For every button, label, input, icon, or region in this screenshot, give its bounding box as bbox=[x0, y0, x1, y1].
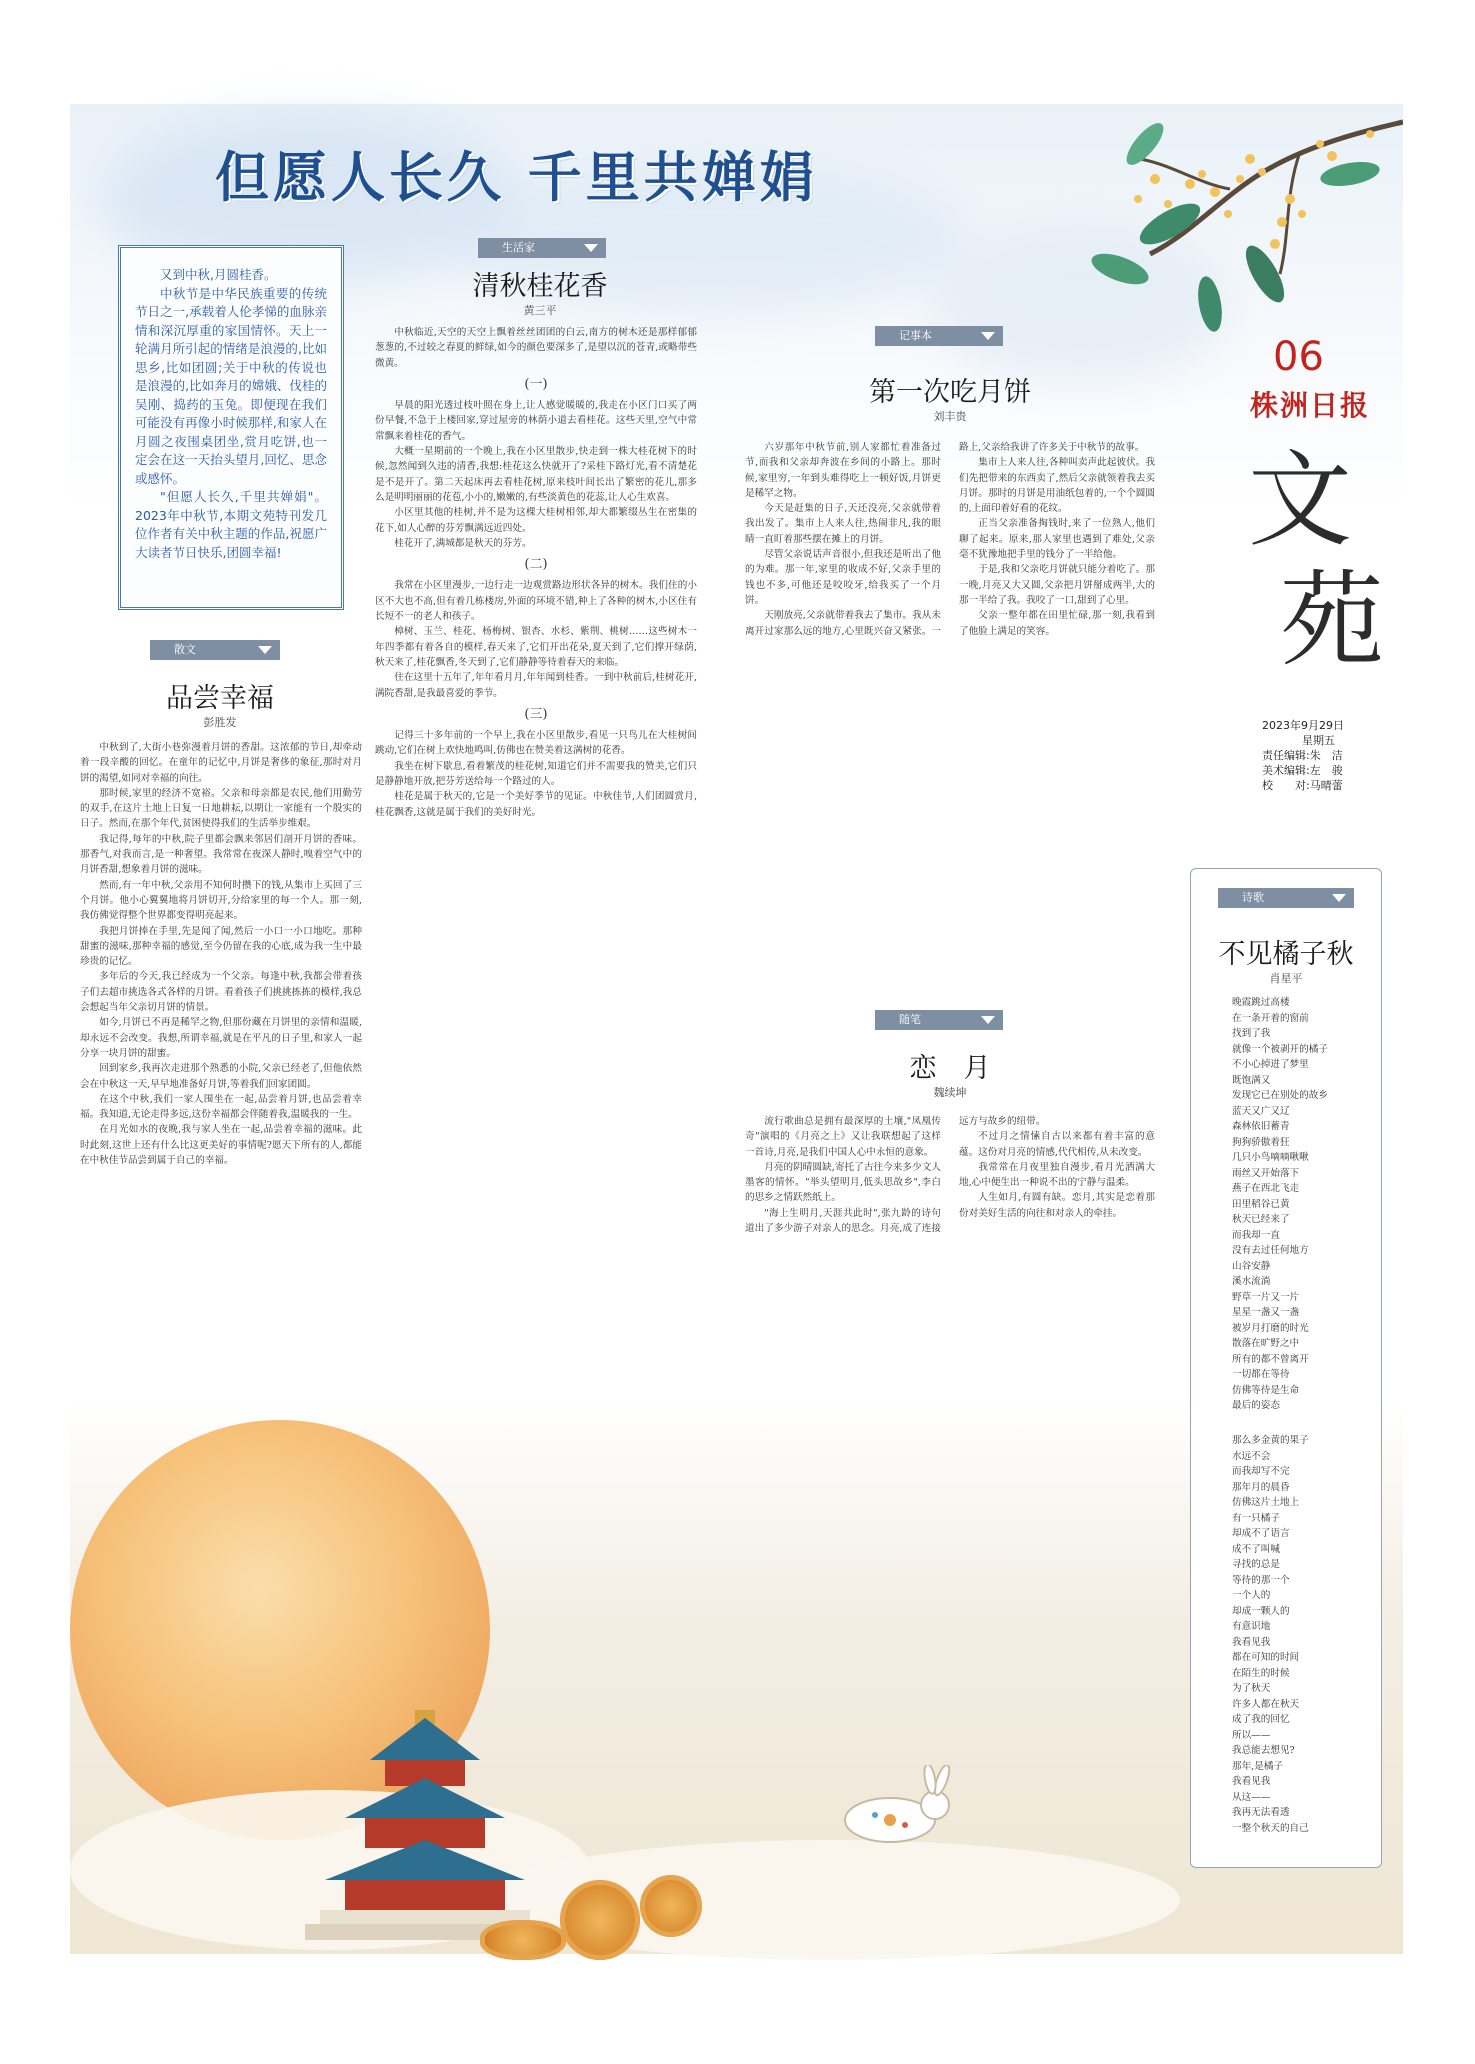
poem-line: 我看见我 bbox=[1232, 1776, 1271, 1787]
poem-line: 既饱满又 bbox=[1232, 1074, 1271, 1086]
section-tag-poetry bbox=[1218, 888, 1354, 908]
poem-line: 溪水流淌 bbox=[1232, 1276, 1271, 1287]
poem-line: 却成不了语言 bbox=[1232, 1528, 1290, 1539]
issue-weekday: 星期五 bbox=[1302, 734, 1335, 747]
chevron-down-icon bbox=[584, 244, 598, 252]
poem-line: 而我却一直 bbox=[1232, 1229, 1280, 1241]
article-paragraph: "海上生明月,天涯共此时",张九龄的诗句道出了多少游子对亲人的思念。月亮,成了连接远方与故乡的纽带。 bbox=[745, 1116, 1046, 1235]
intro-paragraph: "但愿人长久,千里共婵娟"。2023年中秋节,本期文苑特刊发几位作者有关中秋主题的作品,祝愿广大读者节日快乐,团圆幸福! bbox=[135, 489, 327, 560]
poem-line: 一切都在等待 bbox=[1232, 1369, 1290, 1380]
article-paragraph: 于是,我和父亲吃月饼就只能分着吃了。那一晚,月亮又大又圆,父亲把月饼掰成两半,大的那一半给了我。我咬了一口,甜到了心里。 bbox=[959, 564, 1155, 606]
poem-line: 我看见我 bbox=[1232, 1636, 1271, 1648]
poem-line: 晚霞跳过高楼 bbox=[1232, 997, 1290, 1008]
poem-line: 等待的那一个 bbox=[1232, 1574, 1290, 1586]
chevron-down-icon bbox=[981, 1016, 995, 1024]
poem-line: 最后的姿态 bbox=[1232, 1400, 1280, 1411]
section-name bbox=[1240, 439, 1385, 681]
poem-line: 我总能去想见? bbox=[1232, 1745, 1295, 1756]
article-paragraph: 大概一星期前的一个晚上,我在小区里散步,快走到一株大桂花树下的时候,忽然闻到久违的清香,我想:桂花这么快就开了?采桂下路灯光,看不清楚花是不是开了。第二天起床再去看桂花树,原来枝叶间长出了繁密的花儿,那多么是明明丽丽的花苞,小小的,嫩嫩的,有些淡黄色的花蕊,让人心生欢喜。 bbox=[375, 446, 697, 503]
poem-line: 山谷安静 bbox=[1232, 1260, 1271, 1272]
article-paragraph: 记得三十多年前的一个早上,我在小区里散步,看见一只鸟儿在大桂树间跳动,它们在树上欢快地鸣叫,仿佛也在赞美着这满树的花香。 bbox=[375, 730, 697, 757]
article-author: 黄三平 bbox=[523, 304, 557, 317]
article-paragraph: 在这个中秋,我们一家人围坐在一起,品尝着月饼,也品尝着幸福。我知道,无论走得多远,这份幸福都会伴随着我,温暖我的一生。 bbox=[80, 1093, 362, 1121]
poem-line: 狗狗骄傲着狂 bbox=[1232, 1136, 1290, 1148]
poem-line: 仿佛这片土地上 bbox=[1232, 1497, 1300, 1508]
page-number: 06 bbox=[1273, 334, 1324, 380]
article-paragraph: 父亲一整年都在田里忙碌,那一刻,我看到了他脸上满足的笑容。 bbox=[959, 610, 1155, 637]
article-paragraph: 那时候,家里的经济不宽裕。父亲和母亲都是农民,他们用勤劳的双手,在这片土地上日复一日地耕耘,以期让一家能有一个殷实的日子。然而,在那个年代,贫困使得我们的生活举步维艰。 bbox=[80, 787, 362, 830]
article-paragraph: 如今,月饼已不再是稀罕之物,但那份藏在月饼里的亲情和温暖,却永远不会改变。我想,所谓幸福,就是在平凡的日子里,和家人一起分享一块月饼的甜蜜。 bbox=[80, 1017, 362, 1059]
art-editor-credit: 美术编辑:左 骏 bbox=[1262, 764, 1343, 777]
section-tag-notebook bbox=[875, 326, 1003, 346]
article-paragraph: 中秋到了,大街小巷弥漫着月饼的香甜。这浓郁的节日,却牵动着一段辛酸的回忆。在童年的记忆中,月饼是奢侈的象征,那时对月饼的渴望,如同对幸福的向往。 bbox=[80, 742, 362, 784]
article-paragraph: 在月光如水的夜晚,我与家人坐在一起,品尝着幸福的滋味。此时此刻,这世上还有什么比这更美好的事情呢?愿天下所有的人,都能在中秋佳节品尝到属于自己的幸福。 bbox=[80, 1124, 362, 1167]
article-paragraph: 然而,有一年中秋,父亲用不知何时攒下的钱,从集市上买回了三个月饼。他小心翼翼地将月饼切开,分给家里的每一个人。那一刻,我仿佛觉得整个世界都变得明亮起来。 bbox=[80, 879, 362, 922]
article-paragraph: 多年后的今天,我已经成为一个父亲。每逢中秋,我都会带着孩子们去超市挑选各式各样的月饼。看着孩子们挑挑拣拣的模样,我总会想起当年父亲切月饼的情景。 bbox=[80, 971, 362, 1014]
intro-paragraph: 中秋节是中华民族重要的传统节日之一,承载着人伦孝悌的血脉亲情和深沉厚重的家国情怀。天上一轮满月所引起的情绪是浪漫的,比如思乡,比如团圆;关于中秋的传说也是浪漫的,比如奔月的嫦娥、伐桂的吴刚、捣药的玉兔。即便现在我们可能没有再像小时候那样,和家人在月圆之夜围桌团坐,赏月吃饼,也一定会在这一天抬头望月,回忆、思念或感怀。 bbox=[135, 285, 327, 486]
temple-of-heaven-illustration bbox=[300, 1700, 550, 1950]
poem-line: 有意识地 bbox=[1232, 1621, 1271, 1632]
poem-line: 发现它已在别处的故乡 bbox=[1232, 1090, 1328, 1101]
article-paragraph: 早晨的阳光透过枝叶照在身上,让人感觉暖暖的,我走在小区门口买了两份早餐,不急于上楼回家,穿过屋旁的林荫小道去看桂花。这些天里,空气中常常飘来着桂花的香气。 bbox=[375, 400, 697, 442]
poem-line: 一个人的 bbox=[1232, 1590, 1271, 1601]
article-paragraph: 小区里其他的桂树,并不是为这棵大桂树相邻,却大都繁缀丛生在密集的花下,如人心醉的芬芳飘满远近四处。 bbox=[375, 507, 697, 534]
article-paragraph: 我记得,每年的中秋,院子里都会飘来邻居们剖开月饼的香味。那香气,对我而言,是一种奢望。我常常在夜深人静时,嗅着空气中的月饼香甜,想象着月饼的滋味。 bbox=[80, 833, 362, 876]
poem-line: 那么多金黄的果子 bbox=[1232, 1435, 1309, 1446]
page-title: 但愿人长久 千里共婵娟 bbox=[215, 146, 818, 209]
editor-credit: 责任编辑:朱 洁 bbox=[1262, 749, 1343, 762]
edition-info bbox=[1262, 718, 1344, 793]
poem-line: 找到了我 bbox=[1232, 1028, 1271, 1039]
poem-line: 一整个秋天的自己 bbox=[1232, 1822, 1309, 1834]
poem-line: 在一条开着的窗前 bbox=[1232, 1012, 1309, 1024]
poem-line: 秋天已经来了 bbox=[1232, 1214, 1290, 1225]
section-marker: (三) bbox=[524, 706, 548, 722]
poem-title: 不见橘子秋 bbox=[1218, 939, 1354, 970]
article-paragraph: 我常常在月夜里独自漫步,看月光洒满大地,心中便生出一种说不出的宁静与温柔。 bbox=[959, 1161, 1155, 1189]
article-paragraph: 桂花开了,满城都是秋天的芬芳。 bbox=[394, 537, 532, 549]
section-tag-lifestyle bbox=[478, 238, 606, 258]
article-paragraph: 流行歌曲总是拥有最深厚的土壤,"凤凰传奇"演唱的《月亮之上》又让我联想起了这样一首诗,月亮,是我们中国人心中永恒的意象。 bbox=[745, 1116, 941, 1158]
osmanthus-branch-illustration bbox=[1050, 104, 1403, 344]
poem-line: 散落在旷野之中 bbox=[1232, 1338, 1300, 1349]
intro-box bbox=[118, 245, 344, 610]
section-tag-prose bbox=[150, 640, 280, 660]
article-body-column bbox=[745, 440, 1155, 980]
section-name-char: 苑 bbox=[1280, 559, 1385, 681]
article-title: 品尝幸福 bbox=[166, 683, 274, 714]
poem-line: 森林依旧蓄青 bbox=[1232, 1121, 1290, 1132]
article-paragraph: 尽管父亲说话声音很小,但我还是听出了他的为难。那一年,家里的收成不好,父亲手里的钱也不多,可他还是咬咬牙,给我买了一个月饼。 bbox=[745, 549, 941, 606]
section-name-char: 文 bbox=[1247, 439, 1352, 561]
proofreader-credit: 校 对:马晴蕾 bbox=[1262, 779, 1343, 792]
poem-line: 而我却写不完 bbox=[1232, 1466, 1290, 1477]
poem-line: 野草一片又一片 bbox=[1232, 1291, 1300, 1303]
poem-stanza bbox=[1232, 1433, 1309, 1836]
section-tag-label: 诗歌 bbox=[1242, 891, 1264, 904]
chevron-down-icon bbox=[981, 332, 995, 340]
article-paragraph: 人生如月,有圆有缺。恋月,其实是恋着那份对美好生活的向往和对亲人的牵挂。 bbox=[959, 1192, 1155, 1219]
article-paragraph: 不过月之情愫自古以来都有着丰富的意蕴。这份对月亮的情感,代代相传,从未改变。 bbox=[959, 1131, 1155, 1158]
article-paragraph: 我把月饼捧在手里,先是闻了闻,然后一小口一小口地吃。那种甜蜜的滋味,那种幸福的感觉,至今仍留在我的心底,成为我一生中最珍贵的记忆。 bbox=[80, 925, 362, 968]
poem-line: 蓝天又广又辽 bbox=[1232, 1105, 1290, 1117]
poem-line: 所有的都不曾离开 bbox=[1232, 1353, 1309, 1365]
poem-line: 几只小鸟嘀嘀啾啾 bbox=[1232, 1152, 1309, 1163]
poem-line: 那年,是橘子 bbox=[1232, 1760, 1284, 1772]
poem-line: 燕子在西北飞走 bbox=[1232, 1183, 1300, 1194]
poem-stanza bbox=[1232, 995, 1328, 1414]
section-marker: (一) bbox=[524, 376, 548, 392]
intro-paragraph: 又到中秋,月圆桂香。 bbox=[160, 267, 277, 282]
article-author: 魏续坤 bbox=[933, 1086, 967, 1099]
poem-line: 却成一颗人的 bbox=[1232, 1605, 1290, 1617]
article-paragraph: 桂花是属于秋天的,它是一个美好季节的见证。中秋佳节,人们团圆赏月,桂花飘香,这就是属于我们的美好时光。 bbox=[375, 791, 697, 818]
article-title: 恋 月 bbox=[909, 1053, 991, 1084]
poem-line: 不小心掉进了梦里 bbox=[1232, 1059, 1309, 1070]
poem-line: 被岁月打磨的时光 bbox=[1232, 1322, 1309, 1334]
poem-line: 雨丝又开始落下 bbox=[1232, 1167, 1300, 1179]
poem-line: 在陌生的时候 bbox=[1232, 1667, 1290, 1679]
mooncake-illustration bbox=[640, 1875, 702, 1937]
poem-author: 肖星平 bbox=[1269, 972, 1303, 985]
article-paragraph: 正当父亲准备掏钱时,来了一位熟人,他们聊了起来。原来,那人家里也遇到了难处,父亲毫不犹豫地把手里的钱分了一半给他。 bbox=[959, 518, 1155, 561]
poem-line: 都在可知的时间 bbox=[1232, 1652, 1300, 1663]
poem-line: 就像一个被剥开的橘子 bbox=[1232, 1043, 1328, 1055]
chevron-down-icon bbox=[1332, 894, 1346, 902]
section-tag-label: 记事本 bbox=[899, 329, 932, 342]
poem-line: 没有去过任何地方 bbox=[1232, 1245, 1309, 1256]
poem-line: 成了我的回忆 bbox=[1232, 1714, 1290, 1725]
poem-line: 为了秋天 bbox=[1232, 1683, 1271, 1694]
article-paragraph: 六岁那年中秋节前,别人家都忙着准备过节,而我和父亲却奔波在乡间的小路上。那时候,家里穷,一年到头难得吃上一顿好饭,月饼更是稀罕之物。 bbox=[745, 442, 941, 499]
poem-line: 许多人都在秋天 bbox=[1232, 1698, 1300, 1710]
article-paragraph: 今天是赶集的日子,天还没亮,父亲就带着我出发了。集市上人来人往,热闹非凡,我的眼睛一直盯着那些摆在摊上的月饼。 bbox=[745, 503, 941, 545]
section-marker: (二) bbox=[524, 557, 548, 573]
mooncake-illustration bbox=[560, 1880, 640, 1960]
article-paragraph: 回到家乡,我再次走进那个熟悉的小院,父亲已经老了,但他依然会在中秋这一天,早早地准备好月饼,等着我们回家团圆。 bbox=[80, 1063, 362, 1090]
poem-line: 水远不会 bbox=[1232, 1450, 1271, 1462]
poem-line: 那年月的晨昏 bbox=[1232, 1481, 1290, 1493]
section-tag-label: 生活家 bbox=[502, 241, 535, 254]
jade-rabbit-illustration bbox=[820, 1765, 970, 1855]
poem-line: 仿佛等待是生命 bbox=[1232, 1384, 1300, 1396]
poem-line: 所以—— bbox=[1232, 1729, 1271, 1741]
mooncake-illustration bbox=[480, 1920, 566, 1960]
article-paragraph: 我常在小区里漫步,一边行走一边观赏路边形状各异的树木。我们住的小区不大也不高,但有着几栋楼房,外面的环境不错,种上了各种的树木,小区住有长短不一的老人和孩子。 bbox=[375, 580, 697, 623]
poem-line: 寻找的总是 bbox=[1232, 1559, 1280, 1570]
section-tag-label: 随笔 bbox=[899, 1013, 921, 1026]
article-title: 第一次吃月饼 bbox=[869, 377, 1031, 408]
article-paragraph: 月亮的阴晴圆缺,寄托了古往今来多少文人墨客的情怀。"举头望明月,低头思故乡",李白的思乡之情跃然纸上。 bbox=[745, 1161, 941, 1204]
newspaper-name: 株洲日报 bbox=[1250, 389, 1371, 422]
article-title: 清秋桂花香 bbox=[472, 271, 608, 302]
article-paragraph: 樟树、玉兰、桂花、杨梅树、银杏、水杉、紫荆、桃树……这些树木一年四季都有着各自的模样,春天来了,它们开出花朵,夏天到了,它们撑开绿荫,秋天来了,桂花飘香,冬天到了,它们静静等待着春天的来临。 bbox=[375, 626, 697, 668]
poem-line: 星星一盏又一盏 bbox=[1232, 1307, 1300, 1318]
section-tag-label: 散文 bbox=[174, 643, 196, 656]
poem-line: 从这—— bbox=[1232, 1791, 1271, 1803]
article-paragraph: 住在这里十五年了,年年看月月,年年闻到桂香。一到中秋前后,桂树花开,满院香甜,是我最喜爱的季节。 bbox=[375, 672, 697, 699]
poem-line: 成不了叫喊 bbox=[1232, 1543, 1280, 1555]
poem-line: 田里稻谷已黄 bbox=[1232, 1198, 1290, 1210]
article-lead: 中秋临近,天空的天空上飘着丝丝团团的白云,南方的树木还是那样郁郁葱葱的,不过较之春夏的鲜绿,如今的颜色要深多了,是望以沉的苍青,或略带些微黄。 bbox=[375, 327, 697, 369]
article-body-column bbox=[745, 1114, 1155, 1764]
poem-line: 有一只橘子 bbox=[1232, 1512, 1280, 1524]
article-paragraph: 集市上人来人往,各种叫卖声此起彼伏。我们先把带来的东西卖了,然后父亲就领着我去买月饼。那时的月饼是用油纸包着的,一个个圆圆的,上面印着好看的花纹。 bbox=[959, 457, 1155, 515]
article-paragraph: 天刚放亮,父亲就带着我去了集市。我从未离开过家那么远的地方,心里既兴奋又紧张。一路上,父亲给我讲了许多关于中秋节的故事。 bbox=[745, 442, 1145, 637]
poem-line: 我再无法看透 bbox=[1232, 1807, 1290, 1818]
article-author: 彭胜发 bbox=[203, 716, 237, 729]
article-paragraph: 我坐在树下歇息,看着繁茂的桂花树,知道它们并不需要我的赞美,它们只是静静地开放,把芬芳送给每一个路过的人。 bbox=[375, 760, 697, 788]
section-tag-notes bbox=[875, 1010, 1003, 1030]
chevron-down-icon bbox=[258, 646, 272, 654]
article-author: 刘丰贵 bbox=[933, 410, 967, 423]
issue-date: 2023年9月29日 bbox=[1262, 719, 1344, 732]
